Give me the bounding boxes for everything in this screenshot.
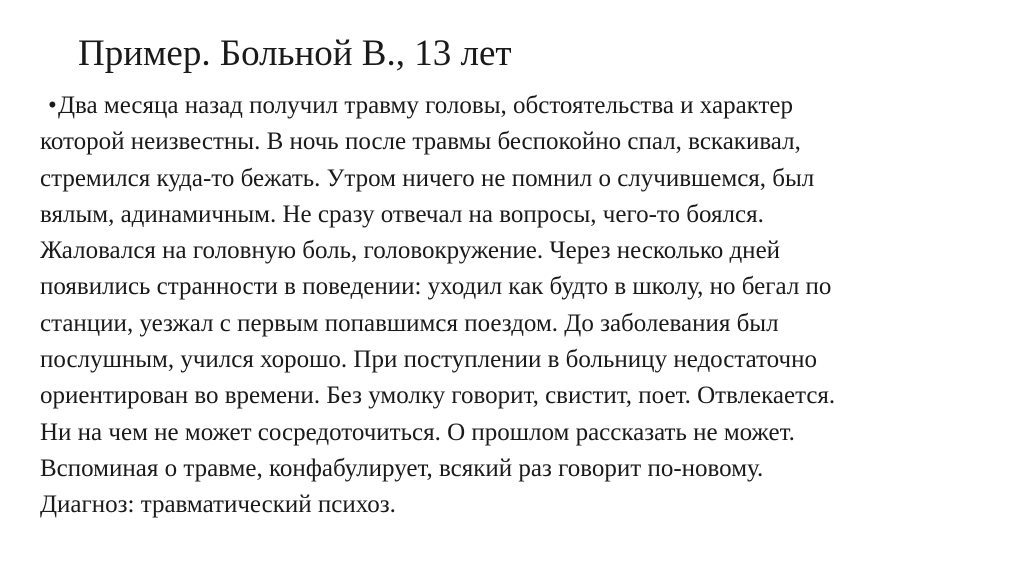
diagnosis-line: Диагноз: травматический психоз.: [40, 491, 396, 519]
text-line: Вспоминая о травме, конфабулирует, всякий раз говорит по-новому.: [40, 454, 764, 482]
text-line: Ни на чем не может сосредоточиться. О прошлом рассказать не может.: [40, 418, 795, 446]
text-line: которой неизвестны. В ночь после травмы беспокойно спал, вскакивал,: [40, 128, 801, 156]
text-line: стремился куда-то бежать. Утром ничего не помнил о случившемся, был: [40, 164, 815, 192]
text-line: послушным, учился хорошо. При поступлении в больницу недостаточно: [40, 346, 817, 374]
text-line: [40, 88, 1000, 124]
text-line: Жаловался на головную боль, головокружение. Через несколько дней: [40, 237, 781, 265]
text-line: появились странности в поведении: уходил как будто в школу, но бегал по: [40, 273, 832, 301]
bullet-icon: •: [48, 92, 57, 119]
text-line: вялым, адинамичным. Не сразу отвечал на вопросы, чего-то боялся.: [40, 200, 764, 228]
text-line: станции, уезжал с первым попавшимся поездом. До заболевания был: [40, 309, 779, 337]
text-line-content: Два месяца назад получил травму головы, обстоятельства и характер: [58, 92, 794, 119]
case-description: [40, 88, 1000, 524]
text-line: ориентирован во времени. Без умолку говорит, свистит, поет. Отвлекается.: [40, 382, 836, 410]
slide-title: Пример. Больной В., 13 лет: [78, 33, 512, 74]
